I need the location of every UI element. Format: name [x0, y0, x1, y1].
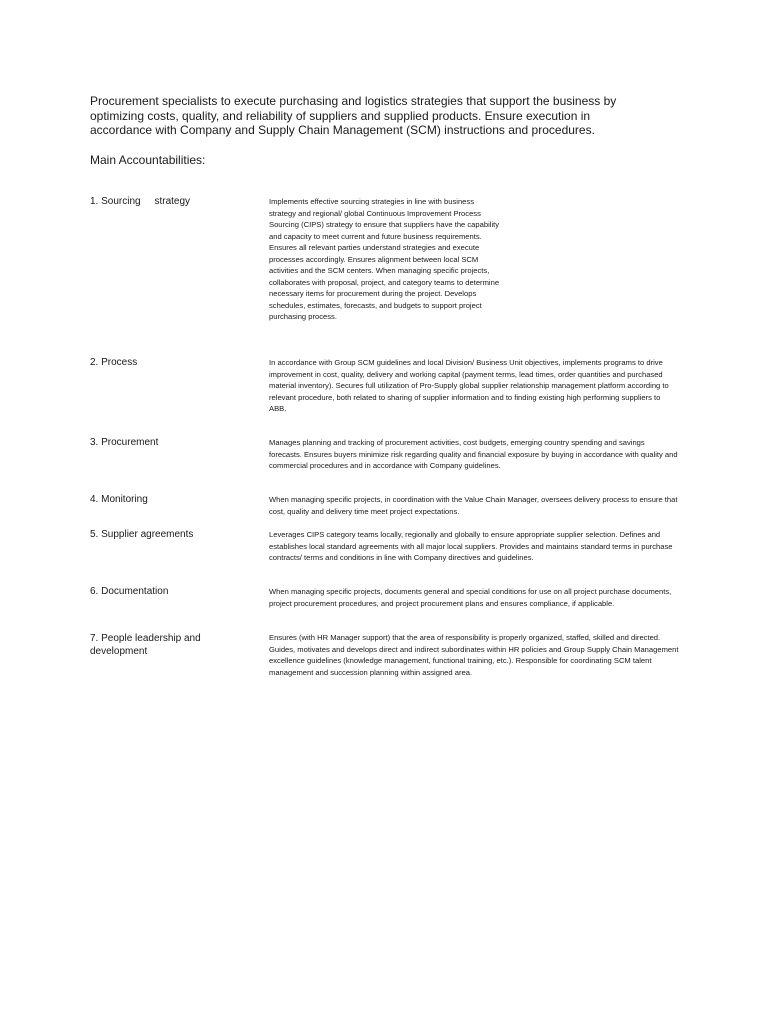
accountability-label: 3. Procurement: [90, 437, 159, 448]
accountability-description: Leverages CIPS category teams locally, regionally and globally to ensure appropriate supplier selection. Defines and establishes local standard agreements with all major local suppliers. Provides and maintains standard terms in purchase contracts/ terms and conditions in line with Company directives and guidelines.: [269, 530, 673, 562]
accountability-label: 2. Process: [90, 357, 138, 368]
accountability-description: When managing specific projects, documents general and special conditions for use on all project purchase documents, project procurement procedures, and project procurement plans and ensures compliance, if applicable.: [269, 587, 672, 608]
accountability-description: Manages planning and tracking of procurement activities, cost budgets, emerging country spending and savings forecasts. Ensures buyers minimize risk regarding quality and financial exposure by buying in accordance with quality and commercial procedures and in accordance with Company guidelines.: [269, 438, 678, 470]
accountability-description: Ensures (with HR Manager support) that the area of responsibility is properly organized, staffed, skilled and directed. Guides, motivates and develops direct and indirect subordinates within HR policies and Group Supply Chain Management excellence guidelines (knowledge management, functional training, etc.). Responsible for coordinating SCM talent management and succession planning within assigned area.: [269, 633, 679, 677]
accountability-label: 4. Monitoring: [90, 494, 148, 505]
accountability-label: 5. Supplier agreements: [90, 529, 194, 540]
accountability-label: 1. Sourcing strategy: [90, 196, 191, 207]
accountability-description: In accordance with Group SCM guidelines and local Division/ Business Unit objectives, implements programs to drive improvement in cost, quality, delivery and working capital (payment terms, lead times, order quantities and purchased material inventory). Secures full utilization of Pro-Supply global supplier relationship management platform according to relevant procedure, both related to sharing of supplier information and to finding existing high performing suppliers to ABB.: [269, 358, 669, 413]
accountability-label: 6. Documentation: [90, 586, 169, 597]
accountability-description: Implements effective sourcing strategies in line with business strategy and regional/ global Continuous Improvement Process Sourcing (CIPS) strategy to ensure that suppliers have the capability and capacity to meet current and future business requirements. Ensures all relevant parties understand strategies and execute processes accordingly. Ensures alignment between local SCM activities and the SCM centers. When managing specific projects, collaborates with proposal, project, and category teams to determine necessary items for procurement during the project. Develops schedules, estimates, forecasts, and budgets to support project purchasing process.: [269, 197, 500, 321]
accountability-description: When managing specific projects, in coordination with the Value Chain Manager, oversees delivery process to ensure that cost, quality and delivery time meet project expectations.: [269, 495, 678, 516]
accountability-label: 7. People leadership and development: [90, 633, 201, 657]
intro-paragraph: Procurement specialists to execute purchasing and logistics strategies that support the business by optimizing costs, quality, and reliability of suppliers and supplied products. Ensure execution in accordance with Company and Supply Chain Management (SCM) instructions and procedures.: [90, 94, 617, 137]
section-heading: Main Accountabilities:: [90, 153, 206, 167]
